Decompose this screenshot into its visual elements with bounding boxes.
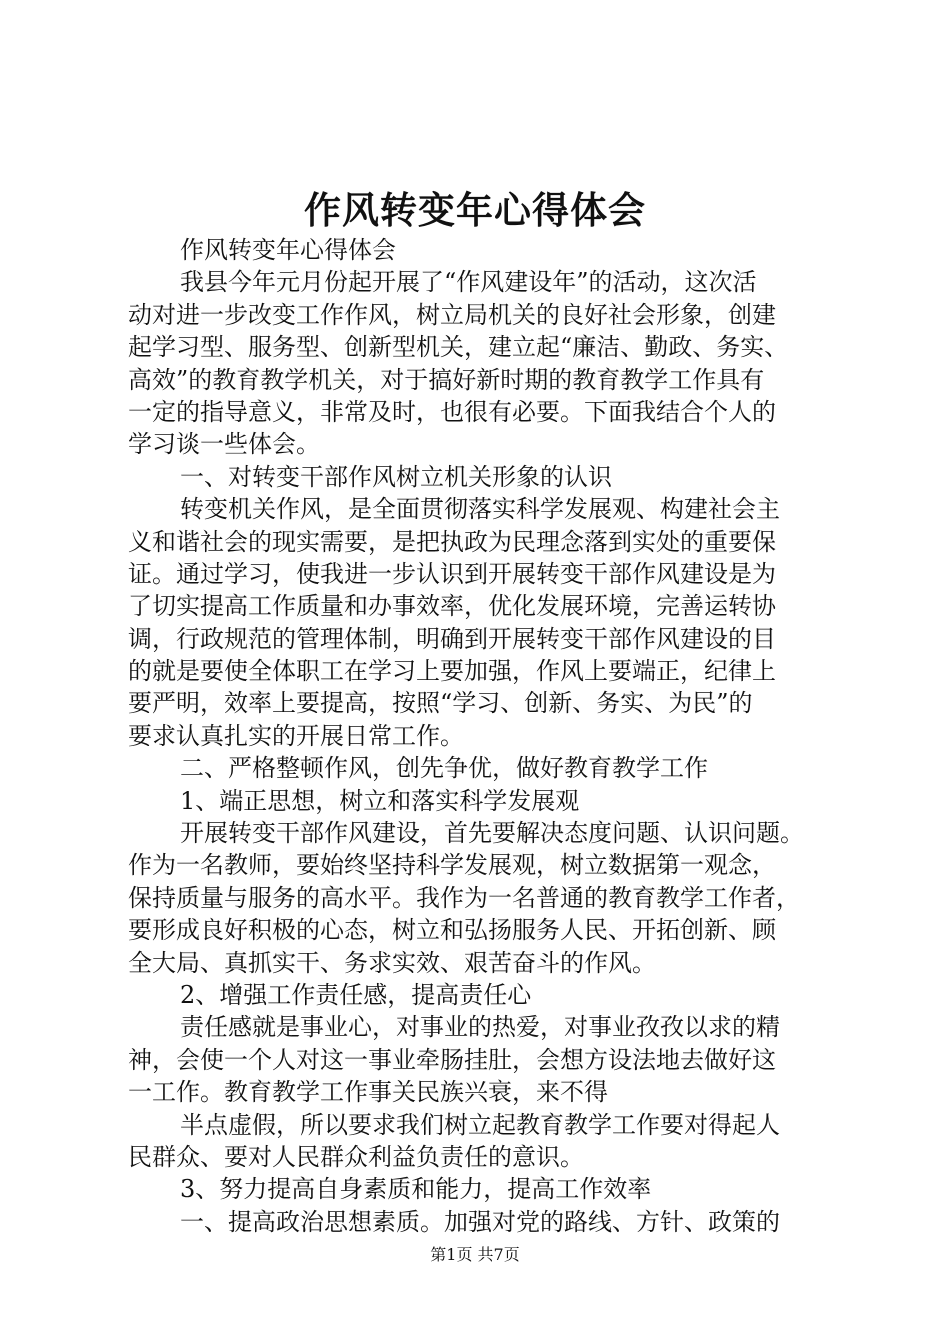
text-line: 二、严格整顿作风，创先争优，做好教育教学工作 xyxy=(180,754,708,783)
text-line: 要形成良好积极的心态，树立和弘扬服务人民、开拓创新、顾 xyxy=(128,916,776,945)
document-body xyxy=(128,234,828,1238)
text-line: 义和谐社会的现实需要，是把执政为民理念落到实处的重要保 xyxy=(128,527,776,556)
text-line: 要求认真扎实的开展日常工作。 xyxy=(128,721,464,750)
text-line: 3、努力提高自身素质和能力，提高工作效率 xyxy=(180,1175,652,1204)
text-line: 责任感就是事业心，对事业的热爱，对事业孜孜以求的精 xyxy=(180,1013,780,1042)
text-line: 证。通过学习，使我进一步认识到开展转变干部作风建设是为 xyxy=(128,559,776,588)
text-line: 神，会使一个人对这一事业牵肠挂肚，会想方设法地去做好这 xyxy=(128,1045,776,1074)
text-line: 一工作。教育教学工作事关民族兴衰，来不得 xyxy=(128,1078,608,1107)
text-line: 了切实提高工作质量和办事效率，优化发展环境，完善运转协 xyxy=(128,592,776,621)
text-line: 一、对转变干部作风树立机关形象的认识 xyxy=(180,462,612,491)
text-line: 全大局、真抓实干、务求实效、艰苦奋斗的作风。 xyxy=(128,948,656,977)
text-line: 2、增强工作责任感，提高责任心 xyxy=(180,980,532,1009)
text-line: 半点虚假，所以要求我们树立起教育教学工作要对得起人 xyxy=(180,1110,780,1139)
text-line: 一定的指导意义，非常及时，也很有必要。下面我结合个人的 xyxy=(128,397,776,426)
text-line: 动对进一步改变工作作风，树立局机关的良好社会形象，创建 xyxy=(128,300,776,329)
text-line: 起学习型、服务型、创新型机关，建立起“廉洁、勤政、务实、 xyxy=(128,333,789,362)
text-line: 开展转变干部作风建设，首先要解决态度问题、认识问题。 xyxy=(180,819,804,848)
document-title: 作风转变年心得体会 xyxy=(304,188,646,232)
text-line: 的就是要使全体职工在学习上要加强，作风上要端正，纪律上 xyxy=(128,657,776,686)
text-line: 一、提高政治思想素质。加强对党的路线、方针、政策的 xyxy=(180,1207,780,1236)
text-line: 1、端正思想，树立和落实科学发展观 xyxy=(180,786,580,815)
text-line: 要严明，效率上要提高，按照“学习、创新、务实、为民”的 xyxy=(128,689,753,718)
text-line: 调，行政规范的管理体制，明确到开展转变干部作风建设的目 xyxy=(128,624,776,653)
text-line: 作为一名教师，要始终坚持科学发展观，树立数据第一观念， xyxy=(128,851,776,880)
text-line: 转变机关作风，是全面贯彻落实科学发展观、构建社会主 xyxy=(180,495,780,524)
page-footer: 第1页 共7页 xyxy=(430,1245,520,1264)
text-line: 高效”的教育教学机关，对于搞好新时期的教育教学工作具有 xyxy=(128,365,765,394)
text-line: 作风转变年心得体会 xyxy=(180,236,396,264)
text-line: 学习谈一些体会。 xyxy=(128,430,320,459)
text-line: 民群众、要对人民群众利益负责任的意识。 xyxy=(128,1142,584,1171)
text-line: 保持质量与服务的高水平。我作为一名普通的教育教学工作者， xyxy=(128,883,800,912)
text-line: 我县今年元月份起开展了“作风建设年”的活动，这次活 xyxy=(180,268,757,297)
